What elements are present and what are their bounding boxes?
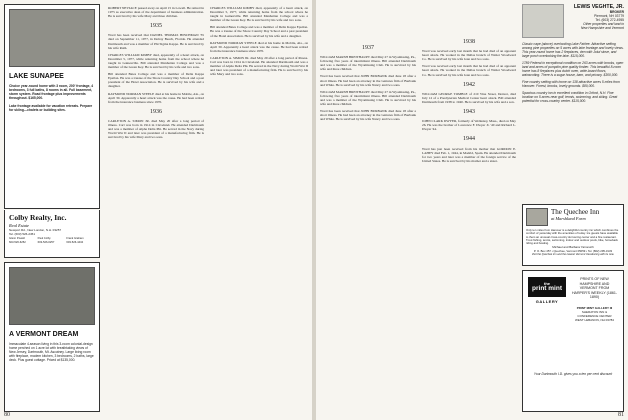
obituary-entry: Word has been received that JOHN BURBANK died June 18 after a short illness. He had been an attorney in the ventures firm of Burbank and White. He is survived by his wife Nancy and two sons. xyxy=(320,74,416,87)
ad-body: Immaculate 4-season living in this 3-room colonial-design home perched on 1 acre lot with breathtaking views of New Jersey, Dartmouth, Mt. Ascutney. Large living room with fireplace, modern kitchen, 3 bedrooms, 2 baths, large deck. Plus guest cottage. Priced at $135,000. xyxy=(9,342,94,362)
class-year-heading: 1938 xyxy=(463,39,475,45)
agent-name: Paul Colby xyxy=(37,237,51,240)
obituary-entry: RAYMOND NORMAN STEELE died at his home in Mobile, Ala., on April 30. Apparently a heart attack was the cause. He had been retired from the insurance business since 1970. xyxy=(210,40,308,53)
colby-realty-ad xyxy=(4,210,100,258)
colby-phone: Tel. (603) 526-2451 xyxy=(9,232,36,236)
discount-note: Your Dartmouth I.D. gives you a ten per cent discount xyxy=(533,371,613,376)
obituary-column-mid xyxy=(422,6,516,416)
agent-phone: 603-526-6252 xyxy=(9,241,26,244)
page-number: 80 xyxy=(4,412,10,418)
inn-subtitle: at Marshland Farm xyxy=(551,216,586,221)
colby-agents xyxy=(5,236,99,246)
agent-name: Frank Graham xyxy=(66,237,84,240)
broker-town: Piermont, NH 03779 xyxy=(594,14,624,18)
inn-title: The Quechee Inn xyxy=(551,208,600,216)
inn-footer: Visit the Quechee Inn and the newest Vermont Vacationing with its new. xyxy=(531,253,615,257)
shop-address: SHERATON INN & CONFERENCE CENTER xyxy=(577,309,612,318)
broker-phone: Tel. (603) 272-4955 xyxy=(595,18,624,22)
print-mint-ad xyxy=(522,270,624,412)
ad-body: Choice year-round home with 3 room, 200' frontage, 4 bedrooms, 3 full baths, 8 rooms in all. Full basement, storm system. Road frontage plus improvements throughout. $165,000. xyxy=(9,84,94,100)
obituary-entry: Word was received early last month that he had died of an apparent heart attack. He worked in the Dallas branch of Walter Woodward Co. He is survived by his wife Jean and two sons. xyxy=(422,49,516,62)
obituary-entry: CARLETON A. SIMON JR. died May 20 after a long period of illness. Carl was born in 1914 in Cleveland. He attended Dartmouth and was a member of Alpha Delta Phi. He served in the Navy during World War II and later was president of a manufacturing firm. He is survived by his wife Mary and two sons. xyxy=(108,118,204,140)
logo-name: print mint xyxy=(532,285,562,292)
colby-address: Newport Rd., New London, N.H. 03257 xyxy=(9,228,62,232)
agent-phone: 603-526-6257 xyxy=(37,241,55,244)
obituary-entry: Word has been received that JOHN BURBANK died June 18 after a short illness. He had been an attorney in the ventures firm of Burbank and White. He is survived by his wife Nancy and two sons. xyxy=(320,109,416,122)
obituary-entry: Word has just been received from his mother that GORDON E. LAHEY died Feb. 1, 1944, in Madrid, Spain. He attended Dartmouth for two years and later was a member of the foreign service of the United States. He is survived by his mother and a sister. xyxy=(422,146,516,163)
obituary-entry: WILLIAM MARSH BREITHAUPT died May 27 in Wyomissing, Pa., following five years of intermittent illness. Bill attended Dartmouth and was a member of the Wyomissing Club. He is survived by his wife and three children. xyxy=(320,89,416,107)
obituary-entry: Bill attended Bates College and was a member of Delta Kappa Epsilon. He was a trustee of the Shore Country Day School and a past president of the Hotel Association. He is survived by his wife and a daughter. xyxy=(210,25,308,38)
lewis-veghte-ad xyxy=(522,4,624,200)
inn-address: P. O. Box 457 • Quechee, Vermont 05059 • Tel. (802) 295-3133 xyxy=(533,249,613,254)
lake-sunapee-ad xyxy=(4,4,100,209)
obituary-entry: WILLIAM GEORGE TOMBLE of 210 Vine Street, Denver, died July 12 of a Presbyterian Medical Center heart attack. Bill attended Dartmouth from 1938 to 1940. He is survived by his wife and a son. xyxy=(422,91,516,104)
obituary-entry: JOHN CLARK DWYER, formerly of Wellesley, Mass., died on May 26. He was the brother of Lawrence F. Dwyer Jr. '40 and Richard L. Dwyer '44. xyxy=(422,119,516,132)
vermont-dream-ad xyxy=(4,262,100,412)
obituary-column-left xyxy=(320,6,416,416)
quechee-inn-ad xyxy=(522,204,624,266)
obituary-entry: RAYMOND NORMAN STEELE died at his home in Mobile, Ala., on April 30. Apparently a heart attack was the cause. He had been retired from the insurance business since 1970. xyxy=(108,91,204,104)
class-year-heading: 1943 xyxy=(463,109,475,116)
broker-note: Other properties and land in xyxy=(583,22,624,26)
agent-phone: 603-526-4434 xyxy=(66,241,84,244)
obituary-entry: WILLIAM MARSH BREITHAUPT died May 27 in Wyomissing, Pa., following five years of intermittent illness. Bill attended Dartmouth and was a member of the Wyomissing Club. He is survived by his wife and three children. xyxy=(320,55,416,72)
listing-caption: 1789 Federal in exceptional condition on 263 acres with brooks, open land and acres of pumpkin pine quality timber. This beautiful 8-room home has 8 fireplaces plus dutch oven, wide-board floors, wainscoting. There is a sugar house, barn, and privacy. $300,000. xyxy=(522,61,624,77)
obituary-entry: Word has been received that DANIEL THOMAS HINCHMAN '35 died on September 11, 1977, in Delray Beach, Florida. He attended Dartmouth and was a member of Phi Sigma Kappa. He is survived by his wife Ruth. xyxy=(108,33,204,50)
left-page xyxy=(0,0,312,420)
page-number: 81 xyxy=(618,412,624,418)
class-year-heading: 1936 xyxy=(150,108,162,115)
obituary-entry: CARLETON A. SIMON JR. died May 20 after a long period of illness. Carl was born in 1914 in Cleveland. He attended Dartmouth and was a member of Alpha Delta Phi. He served in the Navy during World War II and later was president of a manufacturing firm. He is survived by his wife Mary and two sons. xyxy=(210,55,308,77)
ad-heading: A VERMONT DREAM xyxy=(9,331,79,338)
logo-frame xyxy=(528,277,566,297)
right-page xyxy=(316,0,628,420)
inn-owners: Michael and Barbara Yarnevich xyxy=(552,245,594,250)
obituary-column-left xyxy=(108,6,204,416)
obituary-entry: Bill attended Bates College and was a member of Delta Kappa Epsilon. He was a trustee of the Shore Country Day School and a past president of the Hotel Association. He is survived by his wife and a daughter. xyxy=(108,72,204,89)
listing-caption: Spacious country inn in excellent condition in Orford, N.H. Fine location on 5 acres near golf, tennis, swimming, and skiing. Great potential for cross-country center. $115,000. xyxy=(522,91,618,103)
obituary-entry: CHARLES WILLIAM KIMBY died, apparently of a heart attack, on December 5, 1977, while returning home from the school where he taught in Gainesville. Bill attended Manhattan College and was a member of the Green Key. He is survived by his wife and two sons. xyxy=(108,52,204,70)
inn-photo xyxy=(526,208,548,226)
shop-name: PRINT MINT GALLERY III xyxy=(576,305,613,310)
ad-heading: LAKE SUNAPEE xyxy=(9,73,64,80)
broker-title: BROKER xyxy=(609,10,624,14)
inn-description: Only ten miles from Hanover is a delightful country inn which combines the comfort of yesterday with the amenities of today. Ice guests have available to them an unusual cross-country ski touring center and a fine restaurant. Trout fishing, tennis, swimming, indoor and outdoor pools, bike, horseback riding and boating. xyxy=(526,228,619,246)
colby-tag: Real Estate xyxy=(9,223,30,228)
shop-city: WEST LEBANON, NH 03784 xyxy=(575,317,614,322)
broker-name: LEWIS VEGHTE, JR. xyxy=(573,4,624,10)
print-headline: PRINTS OF NEW HAMPSHIRE AND VERMONT FROM HARPER'S WEEKLY (1861-1890) xyxy=(571,277,618,300)
listing-caption: Fine country setting with home on 138 attractive acres 5 miles from Hanover. Forest, brooks, lovely grounds. $80,000. xyxy=(522,80,620,88)
agent-name: Glenn Powell xyxy=(9,237,25,240)
obituary-column-right xyxy=(210,6,308,416)
obituary-entry: ROBERT NEVIACE passed away on April 15 in Lowell. He retired in 1975 as executive dean of the department of business administration. He is survived by his wife Mary and three children. xyxy=(108,6,204,19)
house-photo xyxy=(9,9,95,67)
logo-gallery: GALLERY xyxy=(535,298,559,304)
ad-subtext: Lake frontage available for vacation retreats. Prepare for skiing—chalets or building sites. xyxy=(9,104,93,112)
class-year-heading: 1935 xyxy=(150,23,162,30)
cape-house-photo xyxy=(522,4,564,38)
class-year-heading: 1937 xyxy=(362,45,374,51)
class-year-heading: 1944 xyxy=(463,136,475,143)
logo-the: the xyxy=(544,281,550,286)
obituary-entry: CHARLES WILLIAM KIMBY died, apparently of a heart attack, on December 5, 1977, while returning home from the school where he taught in Gainesville. Bill attended Manhattan College and was a member of the Green Key. He is survived by his wife and two sons. xyxy=(210,6,308,23)
obituary-entry: Word was received early last month that he had died of an apparent heart attack. He worked in the Dallas branch of Walter Woodward Co. He is survived by his wife Jean and two sons. xyxy=(422,64,516,77)
listing-caption: Classic cape (above) overlooking Lake Fairlee. Attractive setting among pine properties on 5 acres with lake frontage and lovely views. This year-round home has 2 fireplaces, den with Jotul stove, and large porch overlooking the lake. $115,000. xyxy=(522,42,624,58)
colby-name: Colby Realty, Inc. xyxy=(9,213,67,222)
print-mint-logo xyxy=(528,277,566,322)
vermont-house-photo xyxy=(9,267,95,325)
class-year-heading: 1942 xyxy=(463,81,475,88)
broker-note: New Hampshire and Vermont xyxy=(580,26,624,30)
